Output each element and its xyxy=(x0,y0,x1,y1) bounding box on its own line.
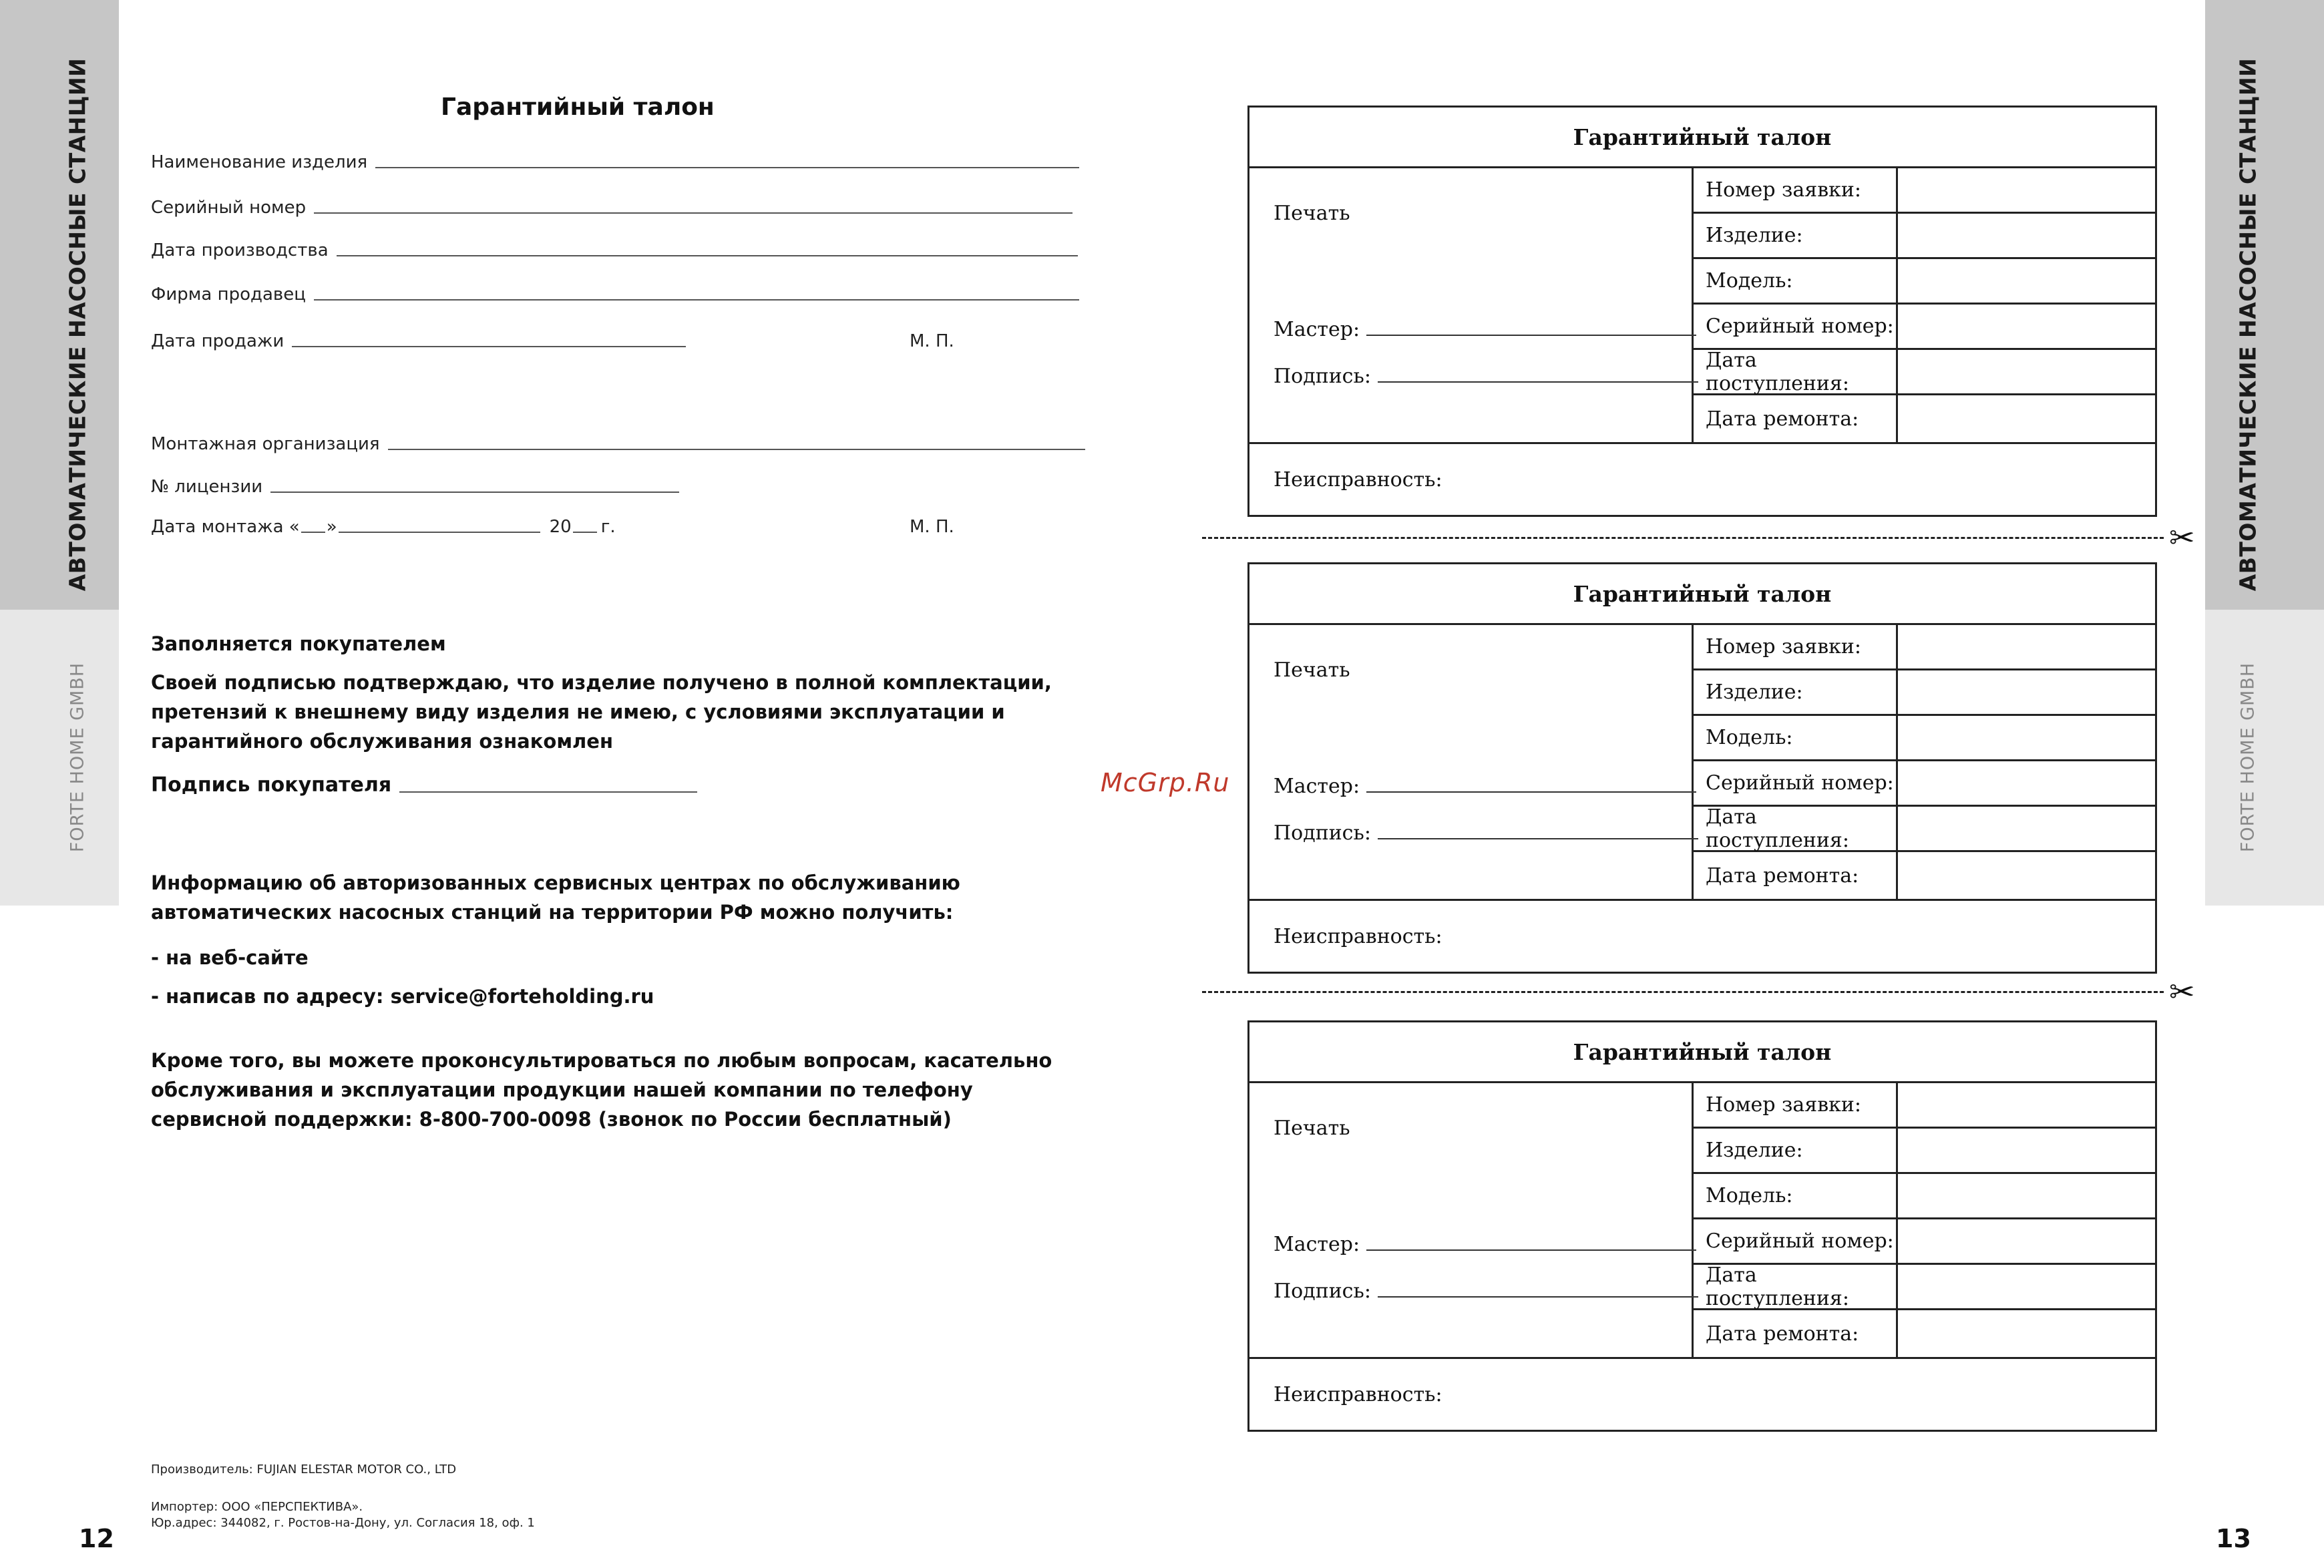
warranty-card-stamp-area xyxy=(1249,625,1694,899)
warranty-card-row xyxy=(1694,1265,2155,1310)
buyer-signature xyxy=(151,773,697,797)
row-value[interactable] xyxy=(1898,716,2155,759)
warranty-card-master-line[interactable] xyxy=(1366,791,1696,793)
row-value[interactable] xyxy=(1898,1265,2155,1308)
scissors-icon: ✂ xyxy=(2169,974,2195,1010)
field-seller-label: Фирма продавец xyxy=(151,284,306,305)
buyer-signature-line[interactable] xyxy=(399,791,697,793)
warranty-card-signature-line[interactable] xyxy=(1378,838,1698,839)
row-value[interactable] xyxy=(1898,807,2155,850)
warranty-card-master-label: Мастер: xyxy=(1274,775,1360,798)
field-sale-date xyxy=(151,331,686,351)
warranty-card-2 xyxy=(1247,562,2157,974)
buyer-signature-label: Подпись покупателя xyxy=(151,773,392,797)
warranty-card-signature-line[interactable] xyxy=(1378,1296,1698,1298)
row-label-request-number: Номер заявки: xyxy=(1694,625,1898,668)
warranty-card-row xyxy=(1694,305,2155,350)
warranty-card-master-label: Мастер: xyxy=(1274,318,1360,341)
field-serial xyxy=(151,198,1073,218)
warranty-card-row xyxy=(1694,852,2155,899)
field-serial-label: Серийный номер xyxy=(151,198,307,218)
warranty-card-stamp-area xyxy=(1249,168,1694,442)
row-value[interactable] xyxy=(1898,852,2155,899)
row-label-serial: Серийный номер: xyxy=(1694,761,1898,805)
scissors-icon: ✂ xyxy=(2169,520,2195,556)
warranty-card-title: Гарантийный талон xyxy=(1249,108,2155,168)
warranty-card-row xyxy=(1694,807,2155,852)
warranty-card-signature-label: Подпись: xyxy=(1274,821,1371,845)
side-tab-brand-right xyxy=(2205,610,2324,906)
field-license xyxy=(151,477,679,497)
warranty-card-signature xyxy=(1274,1280,1698,1303)
field-license-label: № лицензии xyxy=(151,477,263,497)
row-label-product: Изделие: xyxy=(1694,670,1898,714)
page-number-left: 12 xyxy=(79,1524,114,1553)
row-value[interactable] xyxy=(1898,305,2155,348)
row-label-received-date: Дата поступления: xyxy=(1694,1265,1898,1308)
service-info-email: - написав по адресу: service@forteholding.ru xyxy=(151,985,654,1008)
row-label-model: Модель: xyxy=(1694,259,1898,303)
warranty-card-defect[interactable]: Неисправность: xyxy=(1249,442,2155,515)
warranty-card-row xyxy=(1694,350,2155,395)
side-tab-category-right xyxy=(2205,0,2324,610)
warranty-card-row xyxy=(1694,168,2155,214)
side-tab-category-left xyxy=(0,0,119,610)
field-install-org-label: Монтажная организация xyxy=(151,434,380,454)
side-brand-label-right: FORTE HOME GMBH xyxy=(2237,662,2259,853)
warranty-card-defect[interactable]: Неисправность: xyxy=(1249,1357,2155,1430)
field-seller-line[interactable] xyxy=(314,299,1079,301)
warranty-card-signature xyxy=(1274,365,1698,388)
footer-importer: Импортер: ООО «ПЕРСПЕКТИВА». xyxy=(151,1500,363,1514)
cut-line-2 xyxy=(1202,991,2164,993)
field-install-date-mid: » xyxy=(326,517,337,537)
warranty-card-title: Гарантийный талон xyxy=(1249,1022,2155,1083)
field-production-date xyxy=(151,240,1078,260)
warranty-card-master xyxy=(1274,318,1696,341)
warranty-card-stamp-label: Печать xyxy=(1274,658,1350,682)
row-value[interactable] xyxy=(1898,259,2155,303)
service-info-website: - на веб-сайте xyxy=(151,946,309,969)
field-install-year-prefix: 20 xyxy=(549,517,572,537)
buyer-statement: Своей подписью подтверждаю, что изделие получено в полной комплектации, претензий к внешнему виду изделия не имею, с условиями эксплуатации и гарантийного обслуживания ознакомлен xyxy=(151,671,1052,753)
warranty-card-1 xyxy=(1247,106,2157,517)
row-value[interactable] xyxy=(1898,350,2155,393)
field-production-date-line[interactable] xyxy=(337,255,1078,256)
field-seller xyxy=(151,284,1079,305)
row-value[interactable] xyxy=(1898,1219,2155,1263)
field-install-date-label: Дата монтажа « xyxy=(151,517,300,537)
warranty-card-fields xyxy=(1694,1083,2155,1357)
row-label-serial: Серийный номер: xyxy=(1694,305,1898,348)
warranty-card-row xyxy=(1694,1174,2155,1219)
stamp-place-1: М. П. xyxy=(910,331,954,351)
field-install-year-suffix: г. xyxy=(600,517,616,537)
field-install-org xyxy=(151,434,1085,454)
buyer-heading: Заполняется покупателем xyxy=(151,632,446,655)
row-label-product: Изделие: xyxy=(1694,1129,1898,1172)
field-sale-date-label: Дата продажи xyxy=(151,331,284,351)
warranty-card-fields xyxy=(1694,168,2155,442)
warranty-card-row xyxy=(1694,1310,2155,1357)
field-sale-date-line[interactable] xyxy=(292,346,686,347)
field-install-date xyxy=(151,517,616,537)
service-consult-text: Кроме того, вы можете проконсультироваться по любым вопросам, касательно обслуживания и эксплуатации продукции нашей компании по телефону сервисной поддержки: 8-800-700-0098 (звонок по России бесплатный) xyxy=(151,1049,1052,1131)
warranty-card-row xyxy=(1694,1083,2155,1129)
row-label-request-number: Номер заявки: xyxy=(1694,168,1898,212)
warranty-card-row xyxy=(1694,259,2155,305)
left-page-title: Гарантийный талон xyxy=(441,93,715,121)
warranty-card-signature xyxy=(1274,821,1698,845)
warranty-card-row xyxy=(1694,716,2155,761)
side-category-label-left: АВТОМАТИЧЕСКИЕ НАСОСНЫЕ СТАНЦИИ xyxy=(64,57,91,592)
side-category-label-right: АВТОМАТИЧЕСКИЕ НАСОСНЫЕ СТАНЦИИ xyxy=(2235,57,2261,592)
warranty-card-master-label: Мастер: xyxy=(1274,1233,1360,1256)
warranty-card-defect[interactable]: Неисправность: xyxy=(1249,899,2155,972)
warranty-card-stamp-area xyxy=(1249,1083,1694,1357)
warranty-card-signature-label: Подпись: xyxy=(1274,365,1371,388)
row-value[interactable] xyxy=(1898,1310,2155,1357)
field-license-line[interactable] xyxy=(270,492,679,493)
field-install-year-line[interactable] xyxy=(573,532,597,533)
row-label-request-number: Номер заявки: xyxy=(1694,1083,1898,1127)
row-value[interactable] xyxy=(1898,1129,2155,1172)
warranty-card-row xyxy=(1694,395,2155,442)
warranty-card-row xyxy=(1694,1129,2155,1174)
field-product-name-label: Наименование изделия xyxy=(151,152,368,172)
row-label-product: Изделие: xyxy=(1694,214,1898,257)
row-label-received-date: Дата поступления: xyxy=(1694,350,1898,393)
row-label-repair-date: Дата ремонта: xyxy=(1694,1310,1898,1357)
row-value[interactable] xyxy=(1898,395,2155,442)
warranty-card-master-line[interactable] xyxy=(1366,1249,1696,1251)
warranty-card-master-line[interactable] xyxy=(1366,335,1696,336)
warranty-card-master xyxy=(1274,775,1696,798)
warranty-card-row xyxy=(1694,670,2155,716)
warranty-card-master xyxy=(1274,1233,1696,1256)
warranty-card-signature-label: Подпись: xyxy=(1274,1280,1371,1303)
field-install-org-line[interactable] xyxy=(388,449,1085,450)
row-label-repair-date: Дата ремонта: xyxy=(1694,852,1898,899)
warranty-card-stamp-label: Печать xyxy=(1274,202,1350,225)
warranty-card-row xyxy=(1694,214,2155,259)
watermark: McGrp.Ru xyxy=(1101,768,1230,797)
row-value[interactable] xyxy=(1898,761,2155,805)
field-production-date-label: Дата производства xyxy=(151,240,329,260)
row-value[interactable] xyxy=(1898,214,2155,257)
footer-address: Юр.адрес: 344082, г. Ростов-на-Дону, ул. Согласия 18, оф. 1 xyxy=(151,1516,535,1530)
warranty-card-row xyxy=(1694,625,2155,670)
warranty-card-signature-line[interactable] xyxy=(1378,381,1698,383)
side-brand-label-left: FORTE HOME GMBH xyxy=(67,662,88,853)
row-value[interactable] xyxy=(1898,625,2155,668)
warranty-card-row xyxy=(1694,1219,2155,1265)
warranty-card-fields xyxy=(1694,625,2155,899)
stamp-place-2: М. П. xyxy=(910,517,954,537)
row-value[interactable] xyxy=(1898,1083,2155,1127)
side-tab-brand-left xyxy=(0,610,119,906)
warranty-card-3 xyxy=(1247,1020,2157,1432)
field-product-name-line[interactable] xyxy=(375,167,1079,168)
field-serial-line[interactable] xyxy=(314,212,1073,214)
warranty-card-title: Гарантийный талон xyxy=(1249,564,2155,625)
row-value[interactable] xyxy=(1898,670,2155,714)
row-label-received-date: Дата поступления: xyxy=(1694,807,1898,850)
row-label-serial: Серийный номер: xyxy=(1694,1219,1898,1263)
row-label-model: Модель: xyxy=(1694,716,1898,759)
row-label-repair-date: Дата ремонта: xyxy=(1694,395,1898,442)
field-install-month-line[interactable] xyxy=(339,532,540,533)
row-value[interactable] xyxy=(1898,1174,2155,1217)
warranty-card-stamp-label: Печать xyxy=(1274,1117,1350,1140)
warranty-card-row xyxy=(1694,761,2155,807)
field-install-day-line[interactable] xyxy=(301,532,325,533)
footer-manufacturer: Производитель: FUJIAN ELESTAR MOTOR CO., LTD xyxy=(151,1462,457,1477)
field-product-name xyxy=(151,152,1079,172)
row-label-model: Модель: xyxy=(1694,1174,1898,1217)
row-value[interactable] xyxy=(1898,168,2155,212)
cut-line-1 xyxy=(1202,537,2164,539)
service-info-intro: Информацию об авторизованных сервисных центрах по обслуживанию автоматических насосных станций на территории РФ можно получить: xyxy=(151,871,960,924)
page-number-right: 13 xyxy=(2216,1524,2251,1553)
